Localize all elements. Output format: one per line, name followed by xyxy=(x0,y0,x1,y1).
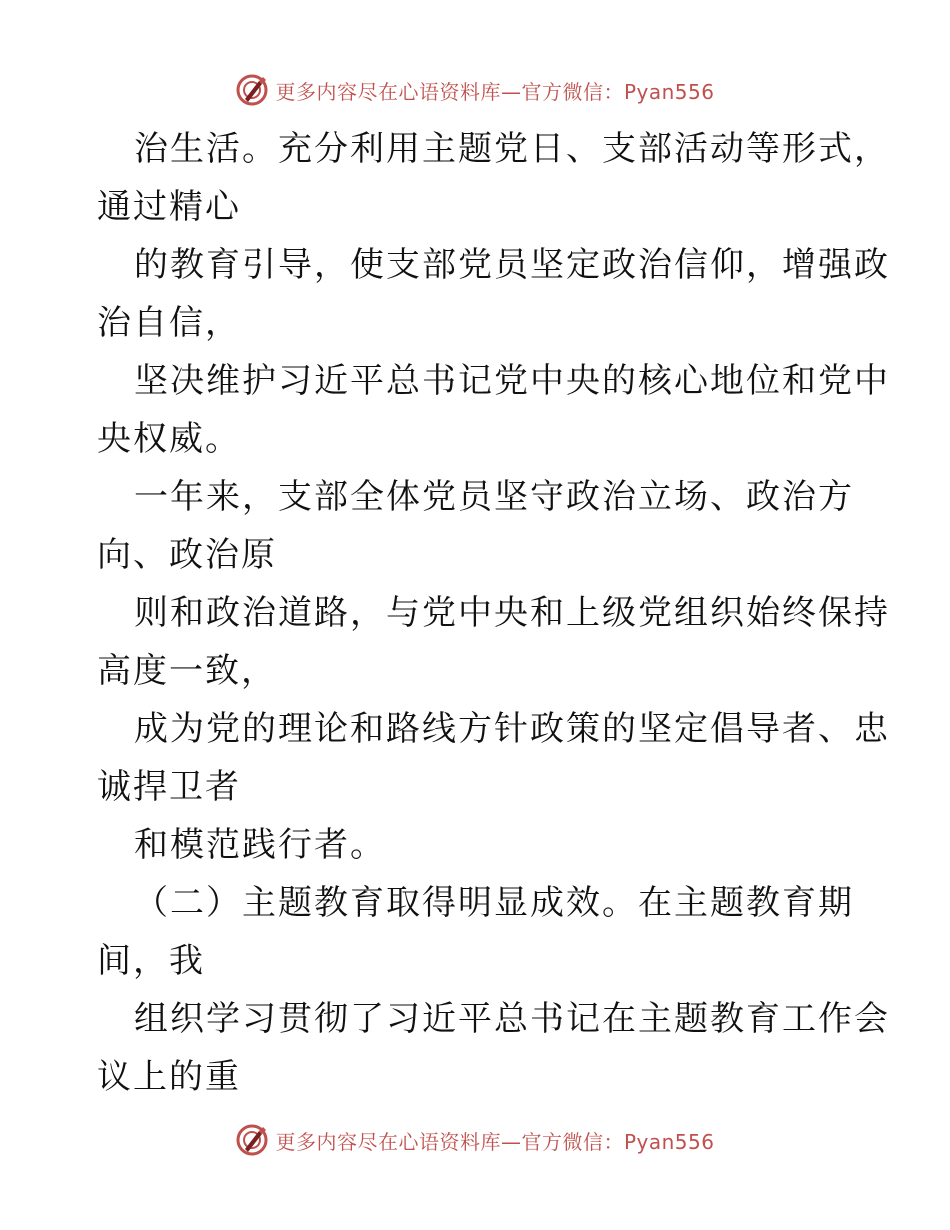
header-watermark xyxy=(0,70,950,110)
text-line: 央权威。 xyxy=(97,419,241,459)
text-line: 则和政治道路，与党中央和上级党组织始终保持 xyxy=(134,593,890,633)
text-line: 治生活。充分利用主题党日、支部活动等形式， xyxy=(134,129,890,169)
text-line: 诚捍卫者 xyxy=(97,767,241,807)
text-line: 坚决维护习近平总书记党中央的核心地位和党中 xyxy=(134,361,890,401)
text-line: （二）主题教育取得明显成效。在主题教育期 xyxy=(134,883,854,923)
text-line: 议上的重 xyxy=(97,1057,241,1097)
watermark-text: 更多内容尽在心语资料库—官方微信：Pyan556 xyxy=(275,1129,715,1154)
footer-watermark xyxy=(0,1120,950,1160)
text-line: 治自信， xyxy=(97,303,241,343)
text-line: 的教育引导，使支部党员坚定政治信仰，增强政 xyxy=(134,245,890,285)
text-line: 向、政治原 xyxy=(97,535,277,575)
text-line: 间，我 xyxy=(97,941,205,981)
text-line: 和模范践行者。 xyxy=(134,825,386,865)
text-line: 一年来，支部全体党员坚守政治立场、政治方 xyxy=(134,477,854,517)
text-line: 成为党的理论和路线方针政策的坚定倡导者、忠 xyxy=(134,709,890,749)
watermark-text: 更多内容尽在心语资料库—官方微信：Pyan556 xyxy=(275,79,715,104)
text-line: 通过精心 xyxy=(97,187,241,227)
text-line: 组织学习贯彻了习近平总书记在主题教育工作会 xyxy=(134,999,890,1039)
pen-seal-icon xyxy=(235,73,269,107)
text-line: 高度一致， xyxy=(97,651,277,691)
pen-seal-icon xyxy=(235,1123,269,1157)
